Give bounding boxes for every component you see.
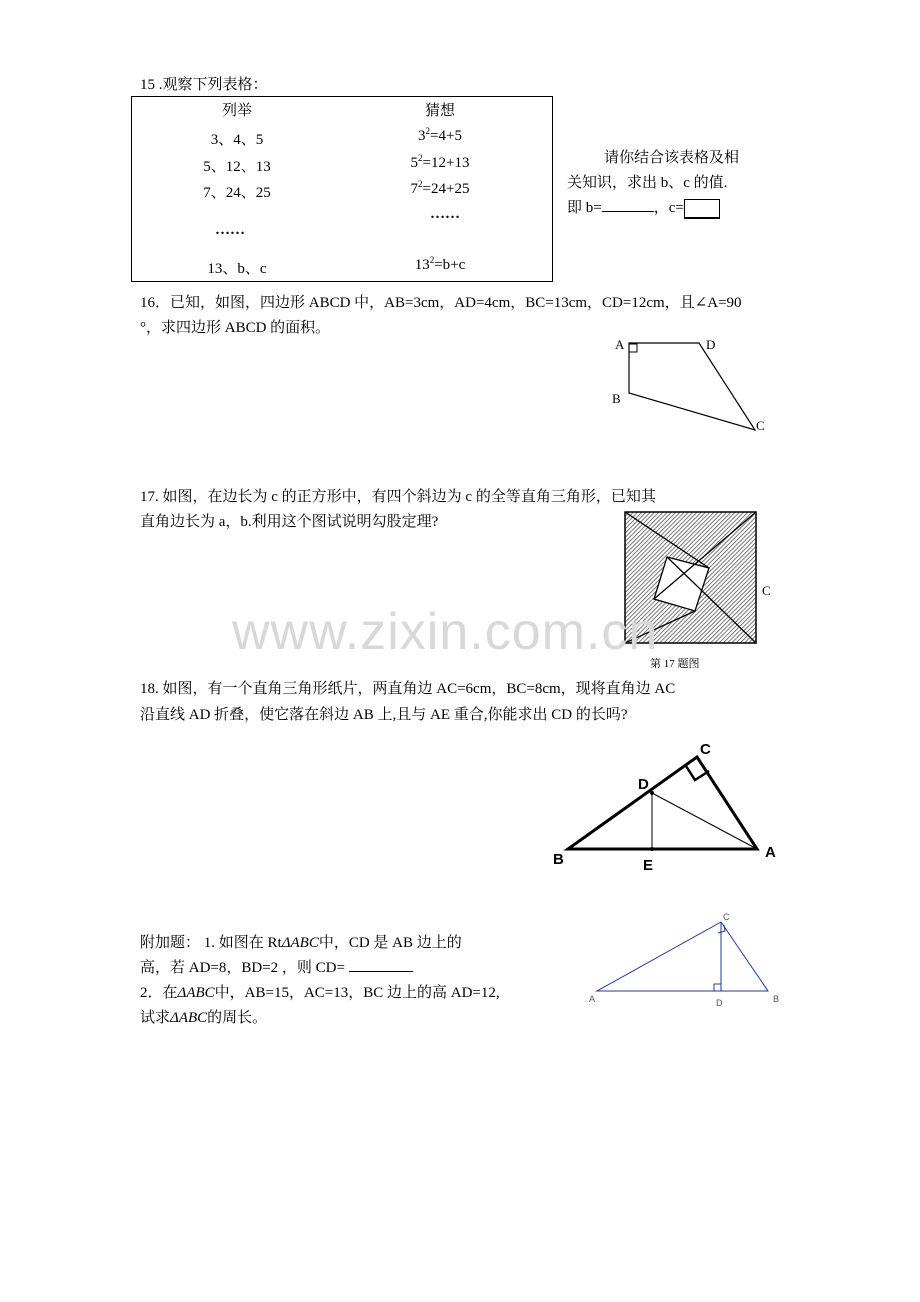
q17-line1: 17. 如图，在边长为 c 的正方形中，有四个斜边为 c 的全等直角三角形，已知其	[140, 489, 656, 505]
table-last-guess: $13^2=b+c$	[414, 255, 466, 273]
table-dots-left: ……	[215, 222, 245, 238]
table-row-1-list: 3、4、5	[210, 132, 264, 148]
table-row-3-guess: $7^2=24+25$	[410, 179, 470, 197]
bonus-line4: 试求ΔABC的周长。	[140, 1010, 268, 1026]
square-side-label: C	[762, 583, 771, 598]
answer-blank-b[interactable]	[602, 197, 654, 212]
label-d: D	[638, 776, 649, 793]
figure-17-caption: 第 17 题图	[650, 658, 700, 670]
table-header-guess: 猜想	[424, 103, 455, 119]
bonus-line2: 高，若 AD=8，BD=2 ，则 CD=	[140, 955, 413, 981]
quadrilateral-figure	[605, 332, 780, 437]
table-row-3-list: 7、24、25	[203, 185, 271, 201]
table-dots-right: ……	[430, 206, 460, 222]
label-e: E	[643, 857, 654, 874]
bonus-line1: 附加题： 1. 如图在 RtΔABC中，CD 是 AB 边上的	[140, 935, 462, 951]
table-row-2-guess: $5^2=12+13$	[410, 153, 470, 171]
q15-side-line3: 即 b= ，c=	[567, 195, 720, 221]
label-c: C	[723, 912, 730, 922]
q15-side-line1: 请你结合该表格及相	[604, 150, 740, 166]
label-a: A	[615, 337, 625, 352]
right-triangle-altitude-figure	[585, 905, 785, 1010]
bonus-line3: 2．在ΔABC中，AB=15，AC=13，BC 边上的高 AD=12,	[140, 985, 500, 1001]
folded-triangle-figure	[545, 735, 785, 875]
q18-line1: 18. 如图，有一个直角三角形纸片，两直角边 AC=6cm，BC=8cm，现将直角边 AC	[140, 681, 676, 697]
label-b: B	[612, 391, 621, 406]
label-c: C	[700, 741, 711, 758]
q15-side-line2: 关知识，求出 b、c 的值.	[567, 175, 728, 191]
label-c: C	[756, 418, 765, 433]
answer-blank-cd[interactable]	[349, 957, 413, 972]
label-d: D	[706, 337, 716, 352]
q16-line2: °，求四边形 ABCD 的面积。	[140, 320, 331, 336]
label-d: D	[716, 998, 723, 1008]
label-b: B	[553, 851, 564, 868]
table-last-list: 13、b、c	[207, 261, 267, 277]
watermark: www.zixin.com.cn	[232, 603, 659, 661]
table-row-2-list: 5、12、13	[203, 159, 271, 175]
answer-box-c[interactable]	[684, 199, 720, 219]
table-header-list: 列举	[221, 103, 252, 119]
q15-title: 15 .观察下列表格：	[140, 77, 268, 93]
label-b: B	[773, 994, 780, 1004]
q17-line2: 直角边长为 a，b.利用这个图试说明勾股定理?	[140, 514, 439, 530]
table-row-1-guess: $3^2=4+5$	[418, 126, 462, 144]
label-a: A	[765, 844, 776, 861]
q16-line1: 16．已知，如图，四边形 ABCD 中，AB=3cm，AD=4cm，BC=13cm，CD=12cm，且∠A=90	[140, 295, 742, 311]
q18-line2: 沿直线 AD 折叠，使它落在斜边 AB 上,且与 AE 重合,你能求出 CD 的长吗?	[140, 707, 628, 723]
label-a: A	[589, 994, 596, 1004]
